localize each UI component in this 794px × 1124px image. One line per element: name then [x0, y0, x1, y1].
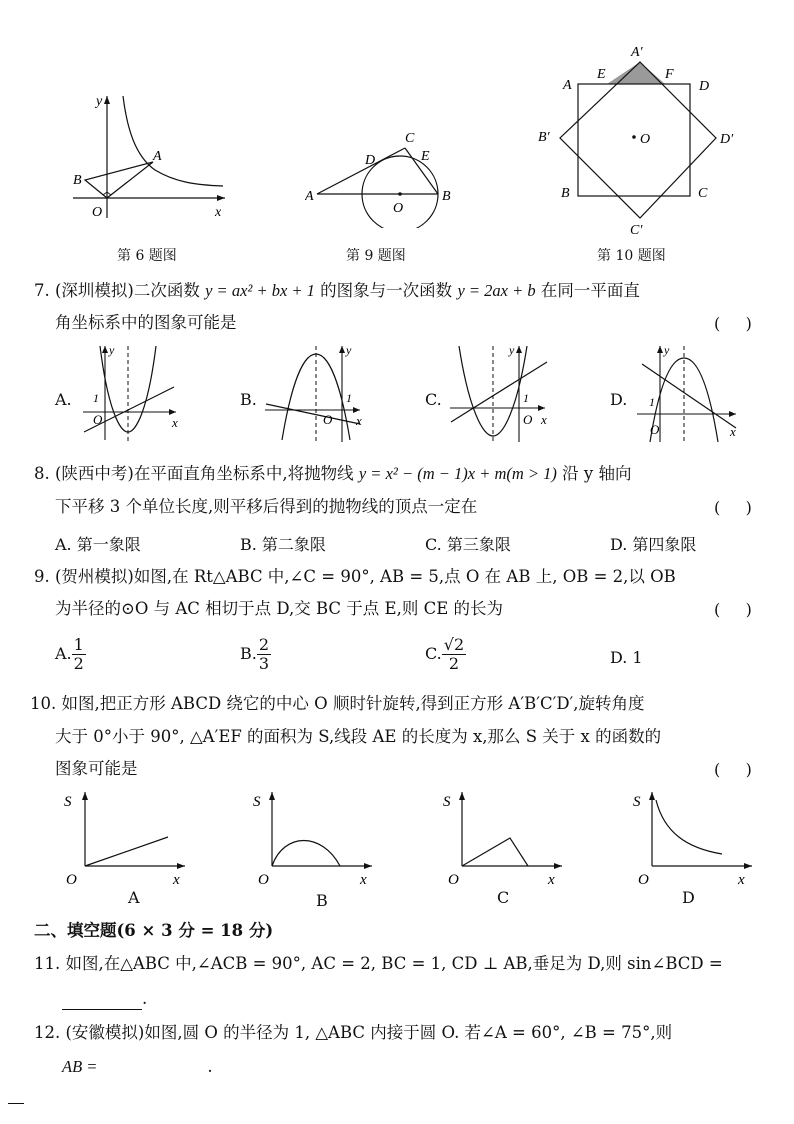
q9-optA-den: 2 — [73, 654, 84, 673]
q9-option-B — [240, 636, 271, 673]
fig9-caption: 第 9 题图 — [346, 248, 406, 264]
q12-answer-blank[interactable] — [97, 1062, 207, 1078]
q9-optC-prefix: C. — [425, 644, 442, 663]
q12-line2 — [62, 1056, 213, 1078]
svg-text:x: x — [738, 872, 745, 888]
q9-optB-den: 3 — [258, 654, 270, 673]
q8-option-A: A. 第一象限 — [55, 535, 141, 554]
svg-text:x: x — [541, 412, 547, 427]
q10-line1: 10. 如图,把正方形 ABCD 绕它的中心 O 顺时针旋转,得到正方形 A′B′C′D′,旋转角度 — [30, 694, 645, 713]
svg-text:O: O — [650, 422, 660, 437]
q9-optB-fraction — [257, 636, 271, 673]
figure-9 — [305, 128, 465, 228]
svg-text:y: y — [346, 343, 352, 357]
fig9-label-B: B — [442, 189, 451, 204]
q7-answer-paren: ( ) — [714, 314, 752, 333]
svg-text:O: O — [93, 412, 103, 427]
q7-option-A-label: A. — [55, 390, 72, 409]
fig9-label-D: D — [365, 153, 376, 168]
q9-optB-prefix: B. — [240, 644, 257, 663]
q10-option-B-label: B — [316, 891, 328, 910]
svg-text:O: O — [448, 872, 459, 888]
q8-text-a: 8. (陕西中考)在平面直角坐标系中,将抛物线 — [34, 464, 359, 483]
fig10-label-Cprime: C′ — [630, 223, 643, 235]
q9-option-A — [55, 636, 86, 673]
q10-option-A-label: A — [128, 888, 140, 907]
q8-text-b: 沿 y 轴向 — [556, 464, 632, 483]
svg-text:O: O — [258, 872, 269, 888]
svg-text:1: 1 — [346, 391, 352, 405]
svg-text:S: S — [253, 794, 261, 810]
q9-optA-prefix: A. — [55, 644, 72, 663]
fig10-caption: 第 10 题图 — [597, 248, 666, 264]
page-footer-rule — [8, 1103, 24, 1104]
fig6-caption: 第 6 题图 — [117, 248, 177, 264]
svg-text:1: 1 — [649, 395, 655, 409]
svg-text:y: y — [664, 343, 670, 357]
q10-answer-paren: ( ) — [714, 760, 752, 779]
fig6-label-A: A — [153, 149, 162, 164]
svg-text:x: x — [173, 872, 180, 888]
q9-line2: 为半径的⊙O 与 AC 相切于点 D,交 BC 于点 E,则 CE 的长为 — [55, 599, 503, 618]
fig10-label-D: D — [699, 79, 710, 94]
q7-text-a: 7. (深圳模拟)二次函数 — [34, 281, 206, 300]
svg-text:x: x — [548, 872, 555, 888]
q12-tail: . — [207, 1057, 213, 1076]
fig9-label-C: C — [405, 131, 415, 146]
fig10-label-Aprime: A′ — [631, 45, 643, 60]
q8-option-B: B. 第二象限 — [240, 535, 326, 554]
q8-line1 — [34, 463, 632, 485]
fig10-label-F: F — [665, 67, 674, 82]
svg-text:1: 1 — [93, 391, 99, 405]
fig9-label-E: E — [421, 149, 430, 164]
q9-optB-num: 2 — [258, 635, 270, 654]
fig10-label-A: A — [563, 78, 572, 93]
q7-option-C-label: C. — [425, 390, 442, 409]
svg-text:O: O — [323, 412, 333, 427]
svg-text:x: x — [172, 415, 178, 430]
q11-line1: 11. 如图,在△ABC 中,∠ACB = 90°, AC = 2, BC = 1, CD ⊥ AB,垂足为 D,则 sin∠BCD = — [34, 954, 723, 973]
svg-text:x: x — [360, 872, 367, 888]
q12-ab-label: AB = — [62, 1057, 98, 1076]
svg-text:1: 1 — [523, 391, 529, 405]
q7-formula-2: y = 2ax + b — [457, 281, 536, 300]
fig9-label-O: O — [393, 201, 404, 216]
q7-text-c: 在同一平面直 — [535, 281, 640, 300]
q7-line1 — [34, 280, 640, 302]
q9-option-D: D. 1 — [610, 648, 643, 667]
q8-answer-paren: ( ) — [714, 498, 752, 517]
fig10-label-B: B — [561, 186, 570, 201]
q8-option-D: D. 第四象限 — [610, 535, 697, 554]
q9-answer-paren: ( ) — [714, 600, 752, 619]
fig9-label-A: A — [305, 189, 314, 204]
q8-formula-1: y = x² − (m − 1)x + m(m > 1) — [358, 464, 557, 483]
q7-option-D-label: D. — [610, 390, 628, 409]
q10-option-B-graph — [250, 788, 380, 888]
q7-line2: 角坐标系中的图象可能是 — [55, 313, 237, 332]
fig6-label-x: x — [215, 205, 222, 220]
fig10-label-O: O — [640, 132, 651, 147]
q10-option-D-graph — [630, 788, 760, 888]
q7-option-D-graph — [632, 340, 744, 445]
q9-optC-num: √2 — [443, 635, 465, 654]
q9-optC-den: 2 — [448, 654, 460, 673]
svg-text:y: y — [509, 343, 515, 357]
q9-optA-num: 1 — [73, 635, 84, 654]
q11-line2 — [62, 988, 147, 1010]
svg-text:O: O — [523, 412, 533, 427]
fig10-label-Bprime: B′ — [538, 130, 550, 145]
q7-option-C-graph — [445, 340, 555, 445]
q7-formula-1: y = ax² + bx + 1 — [205, 281, 315, 300]
q9-optC-fraction — [442, 636, 466, 673]
q8-option-C: C. 第三象限 — [425, 535, 511, 554]
q11-answer-blank[interactable] — [62, 993, 142, 1010]
q10-option-D-label: D — [682, 888, 695, 907]
q12-line1: 12. (安徽模拟)如图,圆 O 的半径为 1, △ABC 内接于圆 O. 若∠A = 60°, ∠B = 75°,则 — [34, 1023, 673, 1042]
q10-option-C-graph — [440, 788, 570, 888]
fig6-label-y: y — [96, 94, 103, 109]
svg-text:O: O — [638, 872, 649, 888]
figure-6 — [65, 88, 245, 228]
q7-option-B-label: B. — [240, 390, 257, 409]
q9-option-C — [425, 636, 466, 673]
svg-text:S: S — [64, 794, 72, 810]
q8-line2: 下平移 3 个单位长度,则平移后得到的抛物线的顶点一定在 — [55, 497, 478, 516]
q9-line1: 9. (贺州模拟)如图,在 Rt△ABC 中,∠C = 90°, AB = 5,点 O 在 AB 上, OB = 2,以 OB — [34, 567, 676, 586]
section2-title: 二、填空题(6 × 3 分 = 18 分) — [34, 921, 274, 940]
q10-line3: 图象可能是 — [55, 759, 138, 778]
svg-text:S: S — [443, 794, 451, 810]
fig6-label-B: B — [73, 173, 82, 188]
svg-text:y: y — [109, 343, 115, 357]
q10-line2: 大于 0°小于 90°, △A′EF 的面积为 S,线段 AE 的长度为 x,那么 S 关于 x 的函数的 — [55, 727, 662, 746]
q7-option-B-graph — [260, 340, 370, 445]
fig10-label-C: C — [698, 186, 708, 201]
svg-text:S: S — [633, 794, 641, 810]
q7-option-A-graph — [78, 340, 188, 445]
q10-option-C-label: C — [497, 888, 510, 907]
q9-optA-fraction — [72, 636, 86, 673]
fig6-label-O: O — [92, 205, 103, 220]
fig10-label-Dprime: D′ — [720, 132, 734, 147]
svg-text:O: O — [66, 872, 77, 888]
q11-tail: . — [142, 989, 148, 1008]
svg-text:x: x — [730, 424, 736, 439]
figure-10 — [535, 40, 745, 235]
q7-text-b: 的图象与一次函数 — [314, 281, 458, 300]
q10-option-A-graph — [60, 788, 190, 888]
fig10-label-E: E — [597, 67, 606, 82]
svg-text:x: x — [356, 413, 362, 428]
